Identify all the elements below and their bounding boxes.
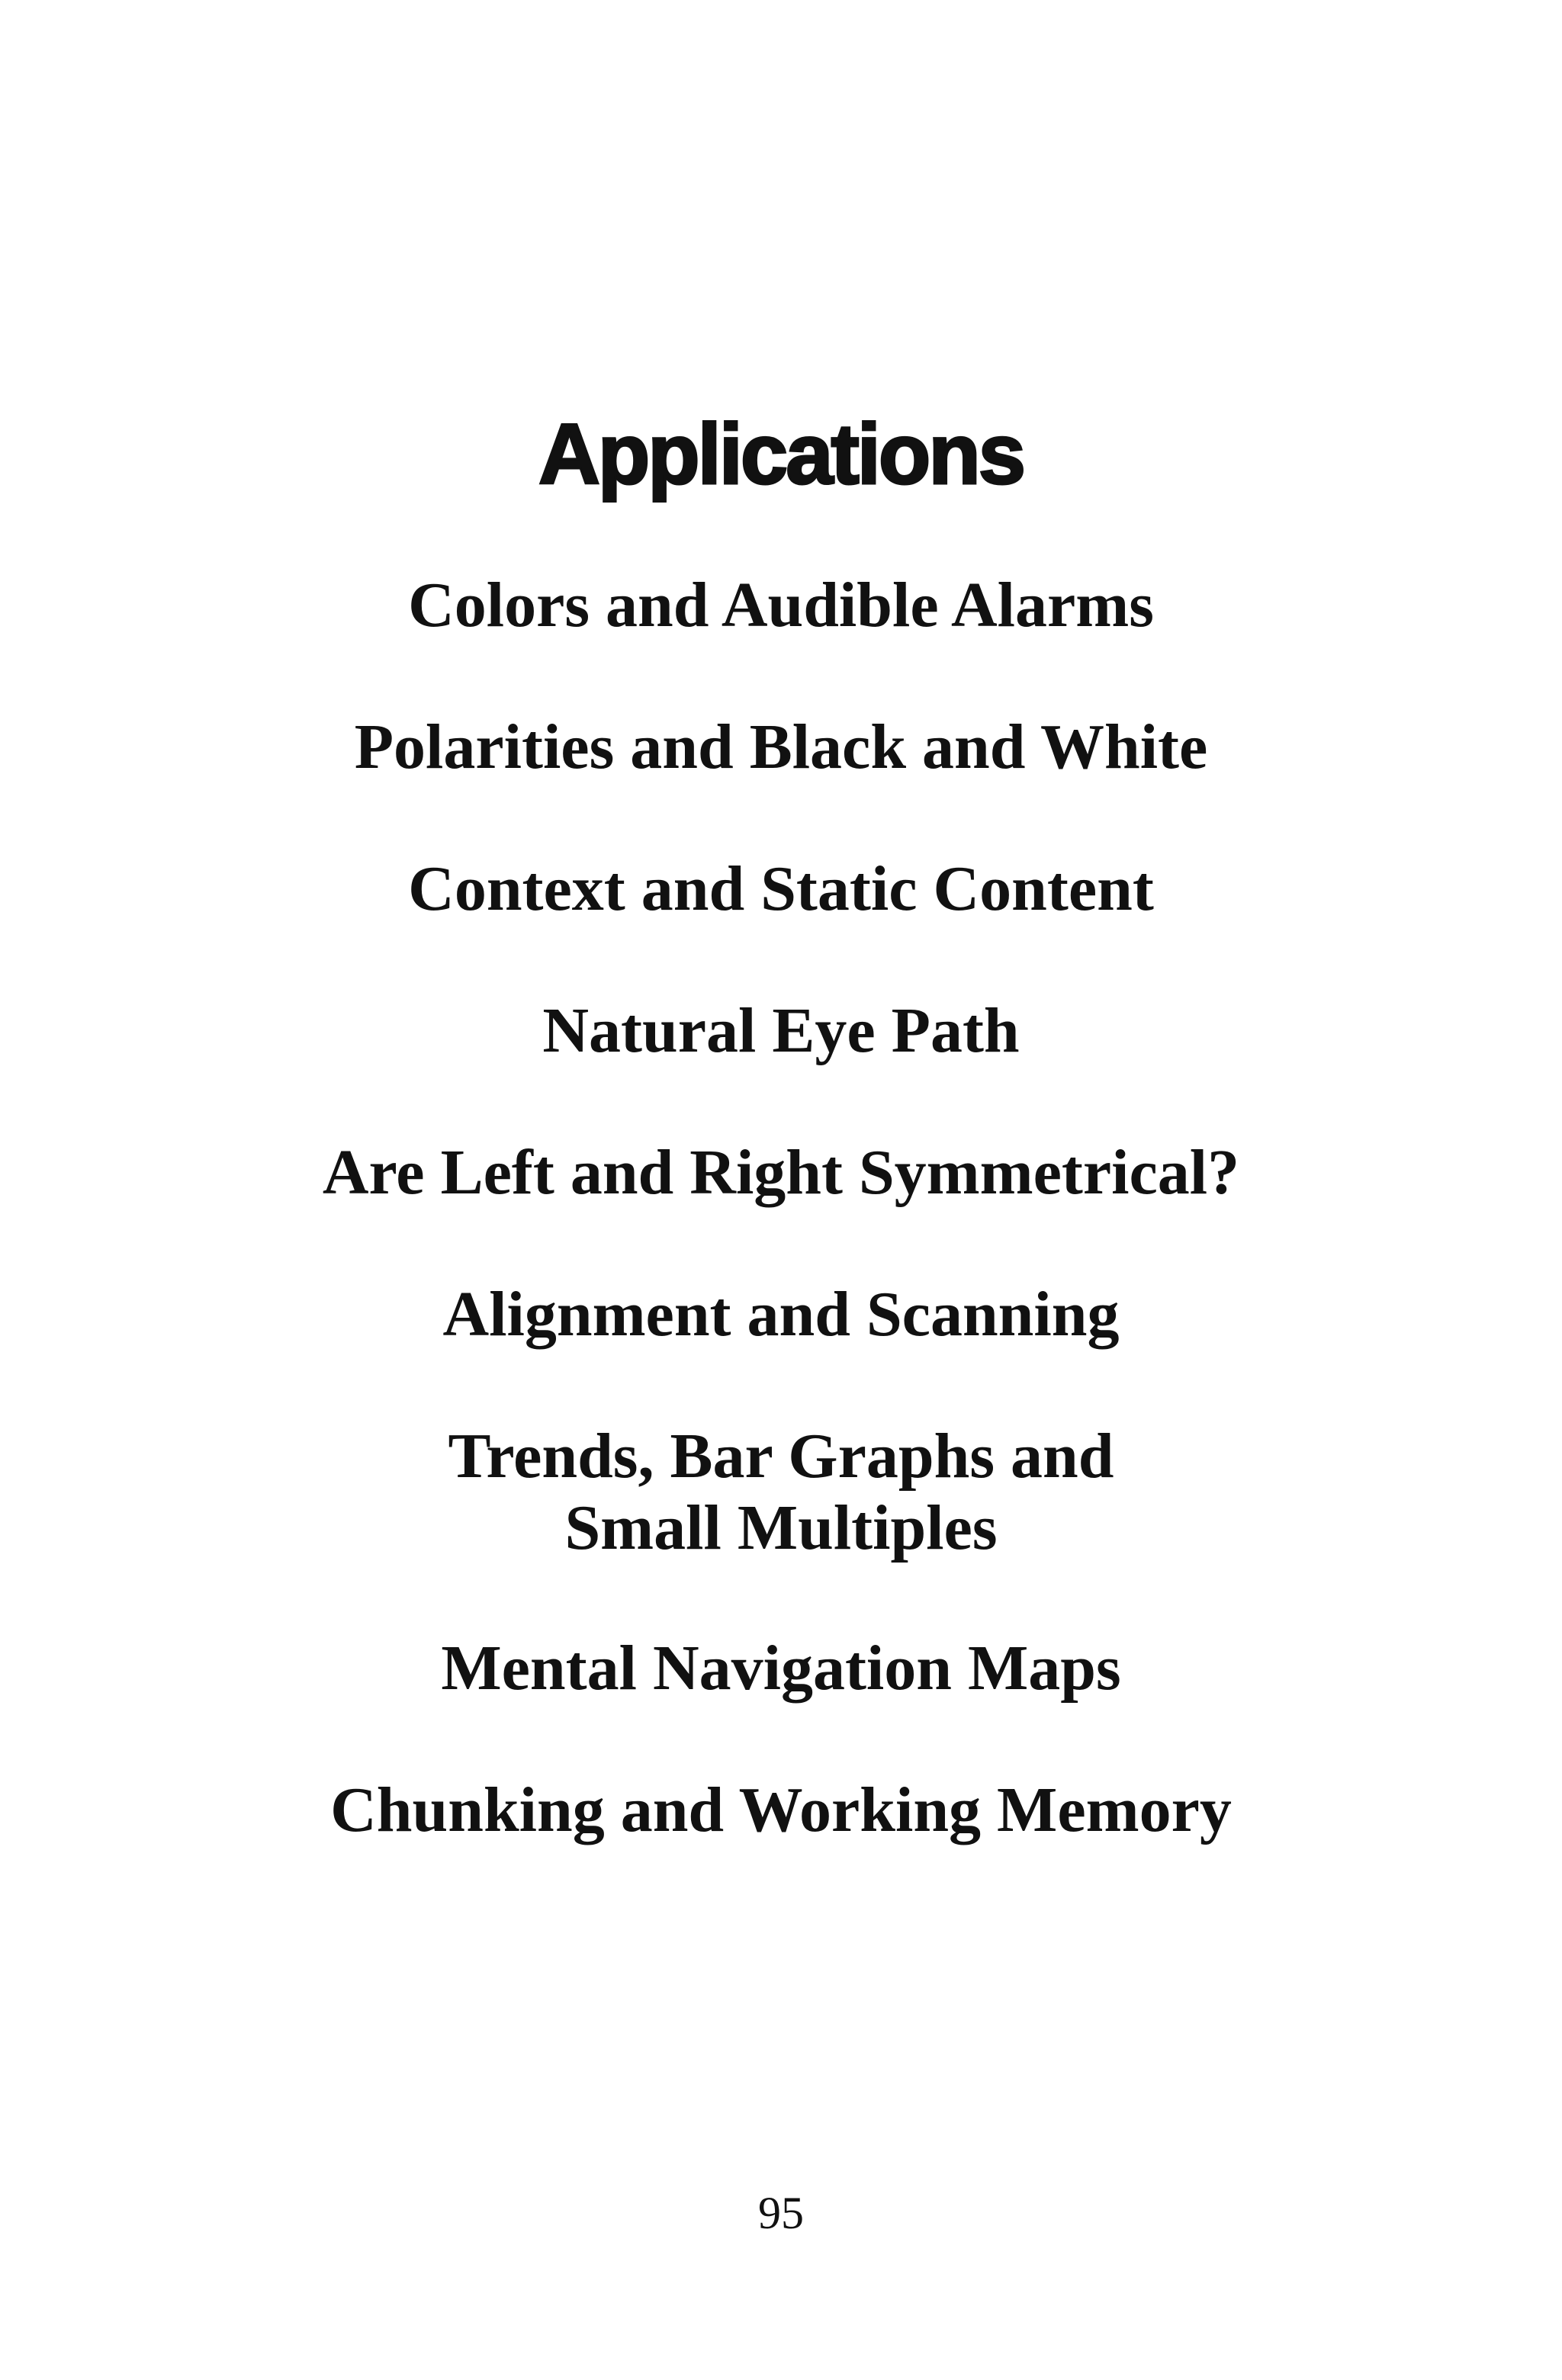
section-item: Colors and Audible Alarms [408, 570, 1154, 641]
section-item: Polarities and Black and White [354, 711, 1208, 782]
section-item: Natural Eye Path [542, 995, 1020, 1066]
section-item: Alignment and Scanning [442, 1279, 1120, 1350]
section-item: Are Left and Right Symmetrical? [322, 1137, 1240, 1208]
section-item: Chunking and Working Memory [330, 1775, 1232, 1845]
section-item-line: Trends, Bar Graphs and [448, 1421, 1114, 1492]
section-item: Context and Static Content [408, 853, 1154, 924]
section-item: Mental Navigation Maps [441, 1633, 1121, 1704]
section-item [0, 1421, 1562, 1564]
page-title: Applications [538, 406, 1024, 502]
section-item-line: Small Multiples [564, 1492, 998, 1563]
page-number: 95 [758, 2188, 804, 2238]
